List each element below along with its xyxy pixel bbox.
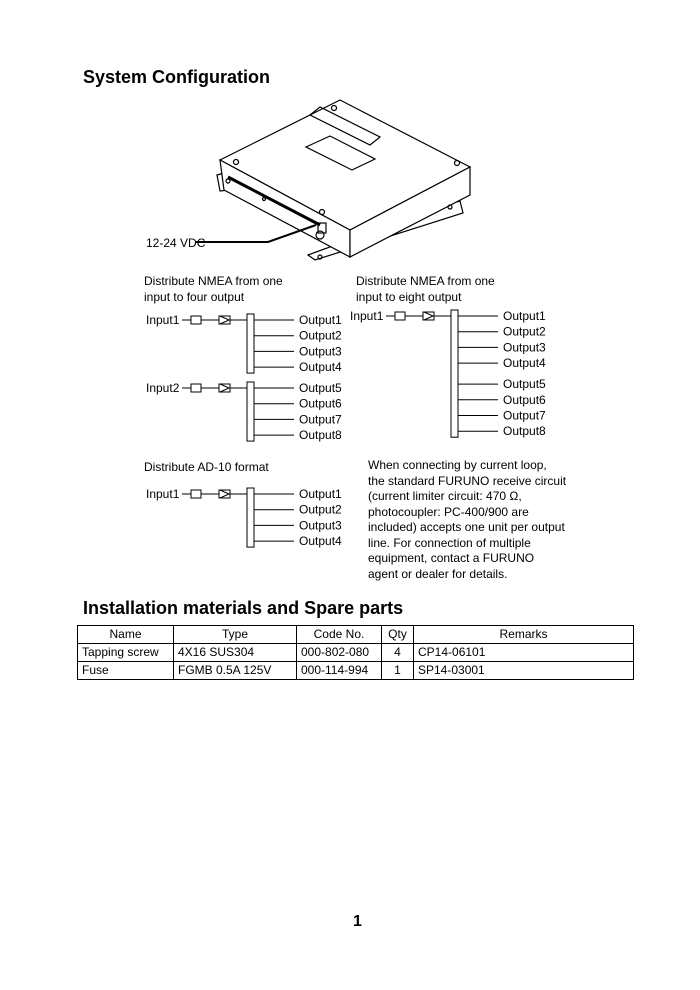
power-label: 12-24 VDC (146, 236, 206, 250)
input-label: Input2 (146, 381, 180, 395)
input-label: Input1 (350, 309, 384, 323)
cell-remarks: SP14-03001 (414, 662, 634, 680)
output-label: Output3 (503, 340, 546, 355)
section-title-installation-materials: Installation materials and Spare parts (83, 598, 404, 618)
diagram3-caption (144, 460, 269, 476)
distribution-diagram (146, 381, 356, 447)
caption-line: Distribute NMEA from one (356, 274, 495, 288)
header-type: Type (174, 626, 297, 644)
bus-bar (451, 310, 458, 437)
diagram1-group2 (146, 381, 356, 452)
cell-name: Fuse (78, 662, 174, 680)
output-label: Output5 (299, 381, 342, 395)
bus-bar (247, 382, 254, 441)
note-line: agent or dealer for details. (368, 566, 508, 581)
diagram2-group1 (350, 309, 560, 448)
cell-name: Tapping screw (78, 644, 174, 662)
table-row (78, 662, 634, 680)
output-label: Output1 (299, 487, 342, 501)
input-label: Input1 (146, 487, 180, 501)
output-label: Output4 (299, 360, 342, 375)
output-label: Output7 (299, 412, 342, 427)
cell-type: 4X16 SUS304 (174, 644, 297, 662)
header-remarks: Remarks (414, 626, 634, 644)
distribution-diagram (350, 309, 560, 443)
diagram2-caption (356, 274, 495, 305)
table-header-row (78, 626, 634, 644)
output-label: Output1 (299, 313, 342, 327)
note-line: the standard FURUNO receive circuit (368, 473, 567, 488)
page-number: 1 (353, 913, 362, 930)
output-label: Output3 (299, 518, 342, 533)
diagram1-group1 (146, 313, 356, 384)
current-loop-note (368, 458, 566, 582)
filter-box (191, 384, 201, 392)
caption-line: Distribute NMEA from one (144, 274, 283, 288)
note-line: When connecting by current loop, (368, 458, 547, 472)
cell-remarks: CP14-06101 (414, 644, 634, 662)
caption-line: input to eight output (356, 289, 462, 304)
cell-qty: 1 (382, 662, 414, 680)
header-code: Code No. (297, 626, 382, 644)
note-line: line. For connection of multiple (368, 535, 531, 550)
output-label: Output8 (299, 428, 342, 443)
output-label: Output2 (299, 502, 342, 517)
diagram1-caption (144, 274, 283, 305)
distribution-diagram (146, 487, 356, 553)
caption-line: Distribute AD-10 format (144, 460, 269, 474)
filter-box (395, 312, 405, 320)
input-label: Input1 (146, 313, 180, 327)
cell-code: 000-802-080 (297, 644, 382, 662)
output-label: Output2 (503, 324, 546, 339)
cell-qty: 4 (382, 644, 414, 662)
note-line: equipment, contact a FURUNO (368, 551, 535, 565)
filter-box (191, 490, 201, 498)
distribution-diagram (146, 313, 356, 379)
caption-line: input to four output (144, 289, 245, 304)
note-line: included) accepts one unit per output (368, 520, 565, 534)
output-label: Output8 (503, 424, 546, 439)
cell-code: 000-114-994 (297, 662, 382, 680)
section-title-system-configuration: System Configuration (83, 67, 271, 87)
bus-bar (247, 488, 254, 547)
note-line: photocoupler: PC-400/900 are (368, 504, 529, 519)
output-label: Output1 (503, 309, 546, 323)
bus-bar (247, 314, 254, 373)
output-label: Output4 (503, 356, 546, 371)
output-label: Output4 (299, 534, 342, 549)
cell-type: FGMB 0.5A 125V (174, 662, 297, 680)
table-row (78, 644, 634, 662)
filter-box (191, 316, 201, 324)
output-label: Output2 (299, 328, 342, 343)
note-line: (current limiter circuit: 470 Ω, (368, 489, 522, 503)
diagram3-group1 (146, 487, 356, 558)
header-name: Name (78, 626, 174, 644)
output-label: Output6 (299, 396, 342, 411)
output-label: Output6 (503, 392, 546, 407)
header-qty: Qty (382, 626, 414, 644)
parts-table (77, 625, 634, 680)
output-label: Output3 (299, 344, 342, 359)
output-label: Output5 (503, 377, 546, 392)
output-label: Output7 (503, 408, 546, 423)
